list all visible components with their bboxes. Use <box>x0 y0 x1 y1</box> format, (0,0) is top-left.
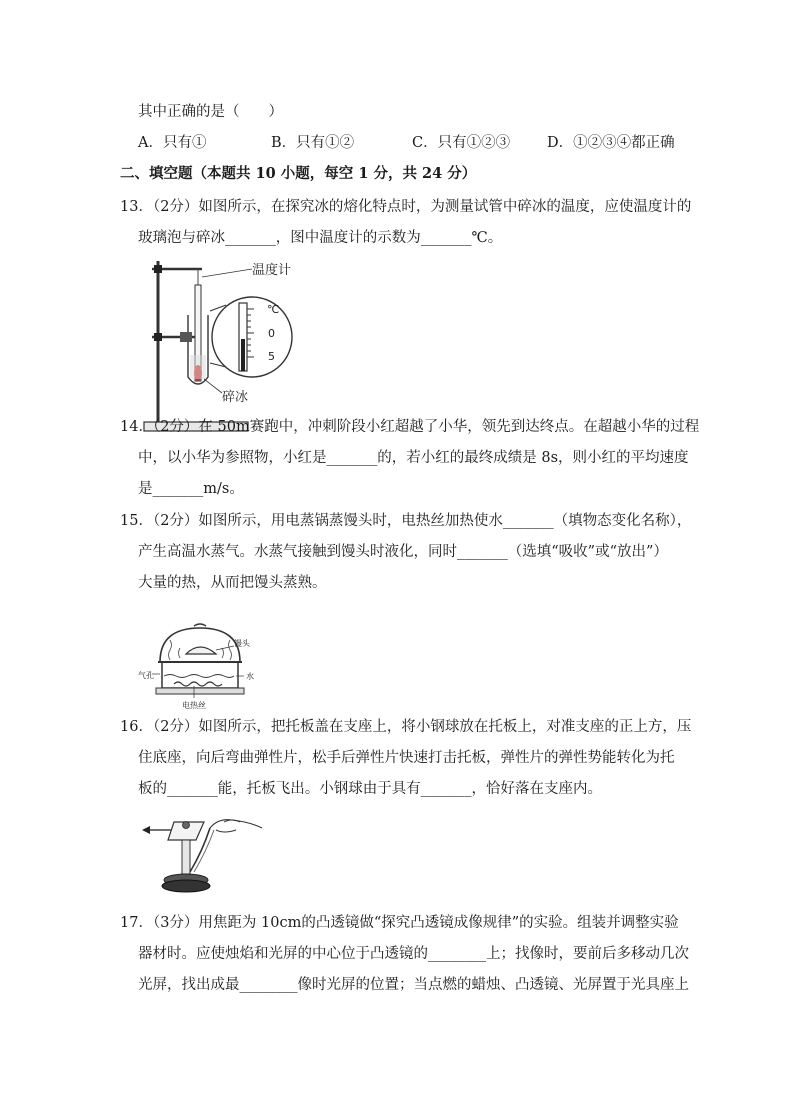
scale-zero-label: 0 <box>268 327 275 340</box>
ice-label-leader <box>204 379 222 393</box>
tube-clamp <box>180 332 192 342</box>
steamed-bun <box>186 647 216 654</box>
heating-wire-label: 电热丝 <box>182 701 206 710</box>
q17-line-2: 器材时。应使烛焰和光屏的中心位于凸透镜的________上；找像时，要前后多移动几次 <box>138 946 689 962</box>
q17-line-3: 光屏，找出成最________像时光屏的位置；当点燃的蜡烛、凸透镜、光屏置于光具座上 <box>138 977 689 993</box>
q13-line-2: 玻璃泡与碎冰_______，图中温度计的示数为_______℃。 <box>138 230 503 246</box>
q13-line-1: 13．（2分）如图所示，在探究冰的熔化特点时，为测量试管中碎冰的温度，应使温度计的 <box>120 199 692 215</box>
scale-unit-label: ℃ <box>267 303 280 316</box>
finger-icon <box>216 830 236 832</box>
q16-figure-inertia-apparatus <box>140 810 266 896</box>
q14-line-2: 中，以小华为参照物，小红是_______的，若小红的最终成绩是 8s，则小红的平均速度 <box>138 450 689 466</box>
support-post <box>182 840 190 874</box>
clamp-middle <box>154 333 162 341</box>
bun-label-leader <box>216 646 234 650</box>
air-hole-label: 气孔 <box>138 671 154 680</box>
q12-option-b: B．只有①② <box>271 135 355 151</box>
steel-ball <box>183 822 190 829</box>
thermometer-label: 温度计 <box>252 263 292 278</box>
steamer-lid <box>160 628 240 662</box>
q15-line-1: 15．（2分）如图所示，用电蒸锅蒸馒头时，电热丝加热使水_______（填物态变化名称）， <box>120 513 692 529</box>
magnified-liquid-column <box>241 339 245 371</box>
steamer-base <box>156 688 244 694</box>
q12-option-d: D．①②③④都正确 <box>547 135 675 151</box>
section-heading-fill-in: 二、填空题（本题共 10 小题，每空 1 分，共 24 分） <box>120 165 477 182</box>
q15-figure-electric-steamer <box>138 622 262 712</box>
q16-line-3: 板的_______能，托板飞出。小钢球由于具有_______，恰好落在支座内。 <box>138 781 602 797</box>
lid-handle <box>194 624 206 626</box>
q14-line-3: 是_______m/s。 <box>138 481 244 497</box>
water-label: 水 <box>246 672 254 681</box>
q15-line-2: 产生高温水蒸气。水蒸气接触到馒头时液化，同时_______（选填“吸收”或“放出”） <box>138 544 668 560</box>
scale-five-label: 5 <box>268 350 275 363</box>
q14-line-1: 14．（2分）在 50m赛跑中，冲刺阶段小红超越了小华，领先到达终点。在超越小华的过程 <box>120 419 700 435</box>
base-bottom <box>162 880 210 892</box>
q17-line-1: 17．（3分）用焦距为 10cm的凸透镜做“探究凸透镜成像规律”的实验。组装并调整实验 <box>120 915 679 931</box>
q15-line-3: 大量的热，从而把馒头蒸熟。 <box>138 575 327 591</box>
water-surface <box>164 675 234 678</box>
q16-line-2: 住底座，向后弯曲弹性片，松手后弹性片快速打击托板，弹性片的弹性势能转化为托 <box>138 750 675 766</box>
ice-label: 碎冰 <box>222 390 249 405</box>
arrowhead-icon <box>142 826 150 834</box>
q12-option-c: C．只有①②③ <box>412 135 511 151</box>
heating-wire <box>174 682 222 686</box>
q12-option-a: A．只有① <box>138 135 207 151</box>
q13-figure-ice-melting-apparatus <box>140 255 300 437</box>
q16-line-1: 16．（2分）如图所示，把托板盖在支座上，将小钢球放在托板上，对准支座的正上方，压 <box>120 719 692 735</box>
clamp-top <box>154 265 162 273</box>
thermometer-label-leader <box>202 269 252 277</box>
crushed-ice <box>190 355 206 379</box>
q12-stem: 其中正确的是（ ） <box>138 104 283 120</box>
bun-label: 馒头 <box>234 639 250 648</box>
